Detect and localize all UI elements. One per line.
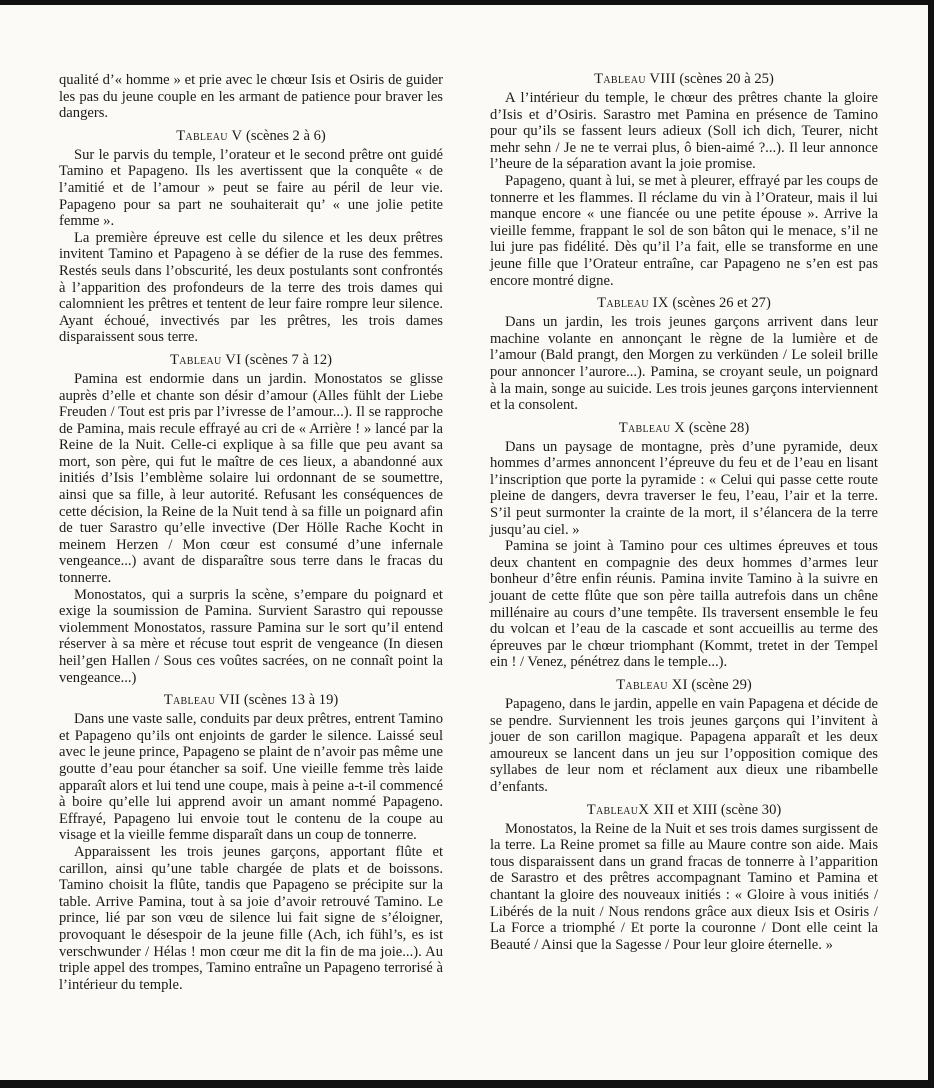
scene-range: (scènes 20 à 25) [679,71,774,87]
scan-border-bottom [0,1080,934,1088]
tableau-label: Tableau VI [169,351,242,368]
tableau-label: Tableau X [618,419,686,436]
synopsis-paragraph: A l’intérieur du temple, le chœur des prêtres chante la gloire d’Isis et d’Osiris. Sarastro met Pamina en présence de Tamino pour qu’ils se fassent leurs adieux (Soll ich dich, Teurer, nicht mehr sehn / Je ne te verrai plus, ô bien-aimé ?...). Il leur annonce l’heure de la séparation avant la joie promise. [490,90,878,173]
synopsis-paragraph: Pamina est endormie dans un jardin. Monostatos se glisse auprès d’elle et chante son désir d’amour (Alles fühlt der Liebe Freuden / Tout est pris par l’ivresse de l’amour...). Il se rapproche de Pamina, mais recule effrayé au cri de « Arrière ! » lancé par la Reine de la Nuit. Celle-ci explique à sa fille que peu avant sa mort, son père, qui fut le maître de ces lieux, a abandonné aux initiés d’Isis l’emblème solaire lui ordonnant de se soumettre, ainsi que sa fille, à leur autorité. Refusant les conséquences de cette décision, la Reine de la Nuit tend à sa fille un poignard afin de tuer Sarastro qu’elle invective (Der Hölle Rache Kocht in meinem Herzen / Mon cœur est consumé d’une infernale vengeance...) avant de disparaître sous terre dans le fracas du tonnerre. [59,370,443,587]
scene-range: (scène 28) [688,419,750,436]
scene-range: (scènes 26 et 27) [672,295,771,312]
left-column [59,72,443,993]
tableau-heading [490,71,878,88]
tableau-label: Tableau V [176,127,243,144]
tableau-heading [59,352,443,369]
scene-range: et XIII (scène 30) [677,801,782,818]
scan-border-right [928,0,934,1088]
synopsis-paragraph: Papageno, dans le jardin, appelle en vain Papagena et décide de se pendre. Surviennent les trois jeunes garçons qui l’invitent à jouer de son carillon magique. Papagena apparaît et les deux amoureux se lancent dans un jeu sur l’opposition comique des syllabes de leur nom et réclament aux dieux une ribambelle d’enfants. [490,696,878,795]
tableau-heading [490,677,878,694]
synopsis-paragraph: Pamina se joint à Tamino pour ces ultimes épreuves et tous deux chantent en compagnie des deux hommes d’armes leur bonheur d’être enfin réunis. Pamina invite Tamino à la suivre en jouant de cette flûte que son père tailla autrefois dans un chêne millénaire au cours d’une tempête. Ils traversent ensemble le feu du volcan et l’eau de la cascade et sont accueillis au terme des épreuves par le chœur triomphant (Kommt, tretet in der Tempel ein ! / Venez, pénétrez dans le temple...). [490,538,878,671]
tableau-heading [490,295,878,312]
scene-range: (scènes 7 à 12) [244,351,333,368]
tableau-heading [490,802,878,819]
scene-range: (scènes 13 à 19) [243,692,339,709]
tableau-label: TableauX XII [586,801,675,818]
synopsis-paragraph: Dans une vaste salle, conduits par deux prêtres, entrent Tamino et Papageno qu’ils ont enjoints de garder le silence. Laissé seul avec le jeune prince, Papageno se plaint de n’avoir pas même une goutte d’eau pour étancher sa soif. Une vieille femme très laide apparaît alors et lui tend une coupe, mais à peine a-t-il commencé à boire qu’elle lui apprend avoir un amant nommé Papageno. Effrayé, Papageno lui envoie tout le contenu de la coupe au visage et la vieille femme disparaît dans un coup de tonnerre. [59,711,443,844]
scene-range: (scène 29) [691,677,752,693]
scan-border-top [0,0,934,5]
synopsis-paragraph: Dans un paysage de montagne, près d’une pyramide, deux hommes d’armes annoncent l’épreuve du feu et de l’eau en lisant l’inscription que porte la pyramide : « Celui qui passe cette route pleine de dangers, devra traverser le feu, l’eau, l’air et la terre. S’il peut surmonter la crainte de la mort, il s’élancera de la terre jusqu’au ciel. » [490,438,878,538]
tableau-heading [59,692,443,709]
synopsis-paragraph: La première épreuve est celle du silence et les deux prêtres invitent Tamino et Papageno à se défier de la ruse des femmes. Restés seuls dans l’obscurité, les deux postulants sont confrontés à l’apparition des profondeurs de la terre des trois dames qui calomnient les prêtres et tentent de leur faire rompre leur silence. Ayant échoué, invectivés par les prêtres, les trois dames disparaissent sous terre. [59,229,443,346]
scene-range: (scènes 2 à 6) [245,127,326,144]
tableau-label: Tableau IX [597,295,669,312]
synopsis-paragraph: Monostatos, qui a surpris la scène, s’empare du poignard et exige la soumission de Pamina. Survient Sarastro qui repousse violemment Monostatos, rassure Pamina sur le sort qu’il entend réserver à sa mère et récuse tout esprit de vengeance (In diesen heil’gen Hallen / Sous ces voûtes sacrées, on ne connaît point la vengeance...) [59,586,443,686]
synopsis-paragraph: Sur le parvis du temple, l’orateur et le second prêtre ont guidé Tamino et Papageno. Ils les avertissent que la conquête « de l’amitié et de l’amour » peut se faire au péril de leur vie. Papageno pour sa part ne souhaiterait qu’ « une jolie petite femme ». [59,146,443,230]
tableau-label: Tableau XI [616,677,688,693]
tableau-heading [490,420,878,437]
synopsis-paragraph: Apparaissent les trois jeunes garçons, apportant flûte et carillon, ainsi qu’une table chargée de plats et de boissons. Tamino choisit la flûte, tandis que Papageno se précipite sur la table. Arrive Pamina, tout à sa joie d’avoir retrouvé Tamino. Le prince, lié par son vœu de silence lui fait signe de s’éloigner, provoquant le désespoir de la jeune fille (Ach, ich fühl’s, es ist verschwunder / Hélas ! mon cœur me dit la fin de ma joie...). Au triple appel des trompes, Tamino entraîne un Papageno terrorisé à l’intérieur du temple. [59,843,443,993]
synopsis-paragraph: qualité d’« homme » et prie avec le chœur Isis et Osiris de guider les pas du jeune couple en les armant de patience pour braver les dangers. [59,72,443,122]
tableau-label: Tableau VII [163,692,241,709]
synopsis-paragraph: Monostatos, la Reine de la Nuit et ses trois dames surgissent de la terre. La Reine promet sa fille au Maure contre son aide. Mais tous disparaissent dans un grand fracas de tonnerre à l’apparition de Sarastro et des prêtres accompagnant Tamino et Pamina et chantant la gloire des nouveaux initiés : « Gloire à vous initiés / Libérés de la nuit / Nous rendons grâce aux dieux Isis et Osiris / La Force a triomphé / Et porte la couronne / Dont elle ceint la Beauté / Ainsi que la Sagesse / Pour leur gloire éternelle. » [490,820,878,953]
tableau-label: Tableau VIII [594,71,676,87]
synopsis-paragraph: Dans un jardin, les trois jeunes garçons arrivent dans leur machine volante en annonçant le règne de la lumière et de l’amour (Bald prangt, den Morgen zu verkünden / Le soleil brille pour annoncer l’aurore...). Pamina, se croyant seule, un poignard à la main, songe au suicide. Les trois jeunes garçons interviennent et la consolent. [490,314,878,414]
synopsis-paragraph: Papageno, quant à lui, se met à pleurer, effrayé par les coups de tonnerre et les flammes. Il réclame du vin à l’Orateur, mais il lui manque encore « une fiancée ou une petite épouse ». Arrive la vieille femme, frappant le sol de son bâton qui le menace, s’il ne lui jure pas fidélité. Dès qu’il l’a fait, elle se transforme en une jeune fille que l’Orateur entraîne, car Papageno ne s’en est pas encore montré digne. [490,172,878,289]
right-column [490,71,878,953]
tableau-heading [59,128,443,145]
